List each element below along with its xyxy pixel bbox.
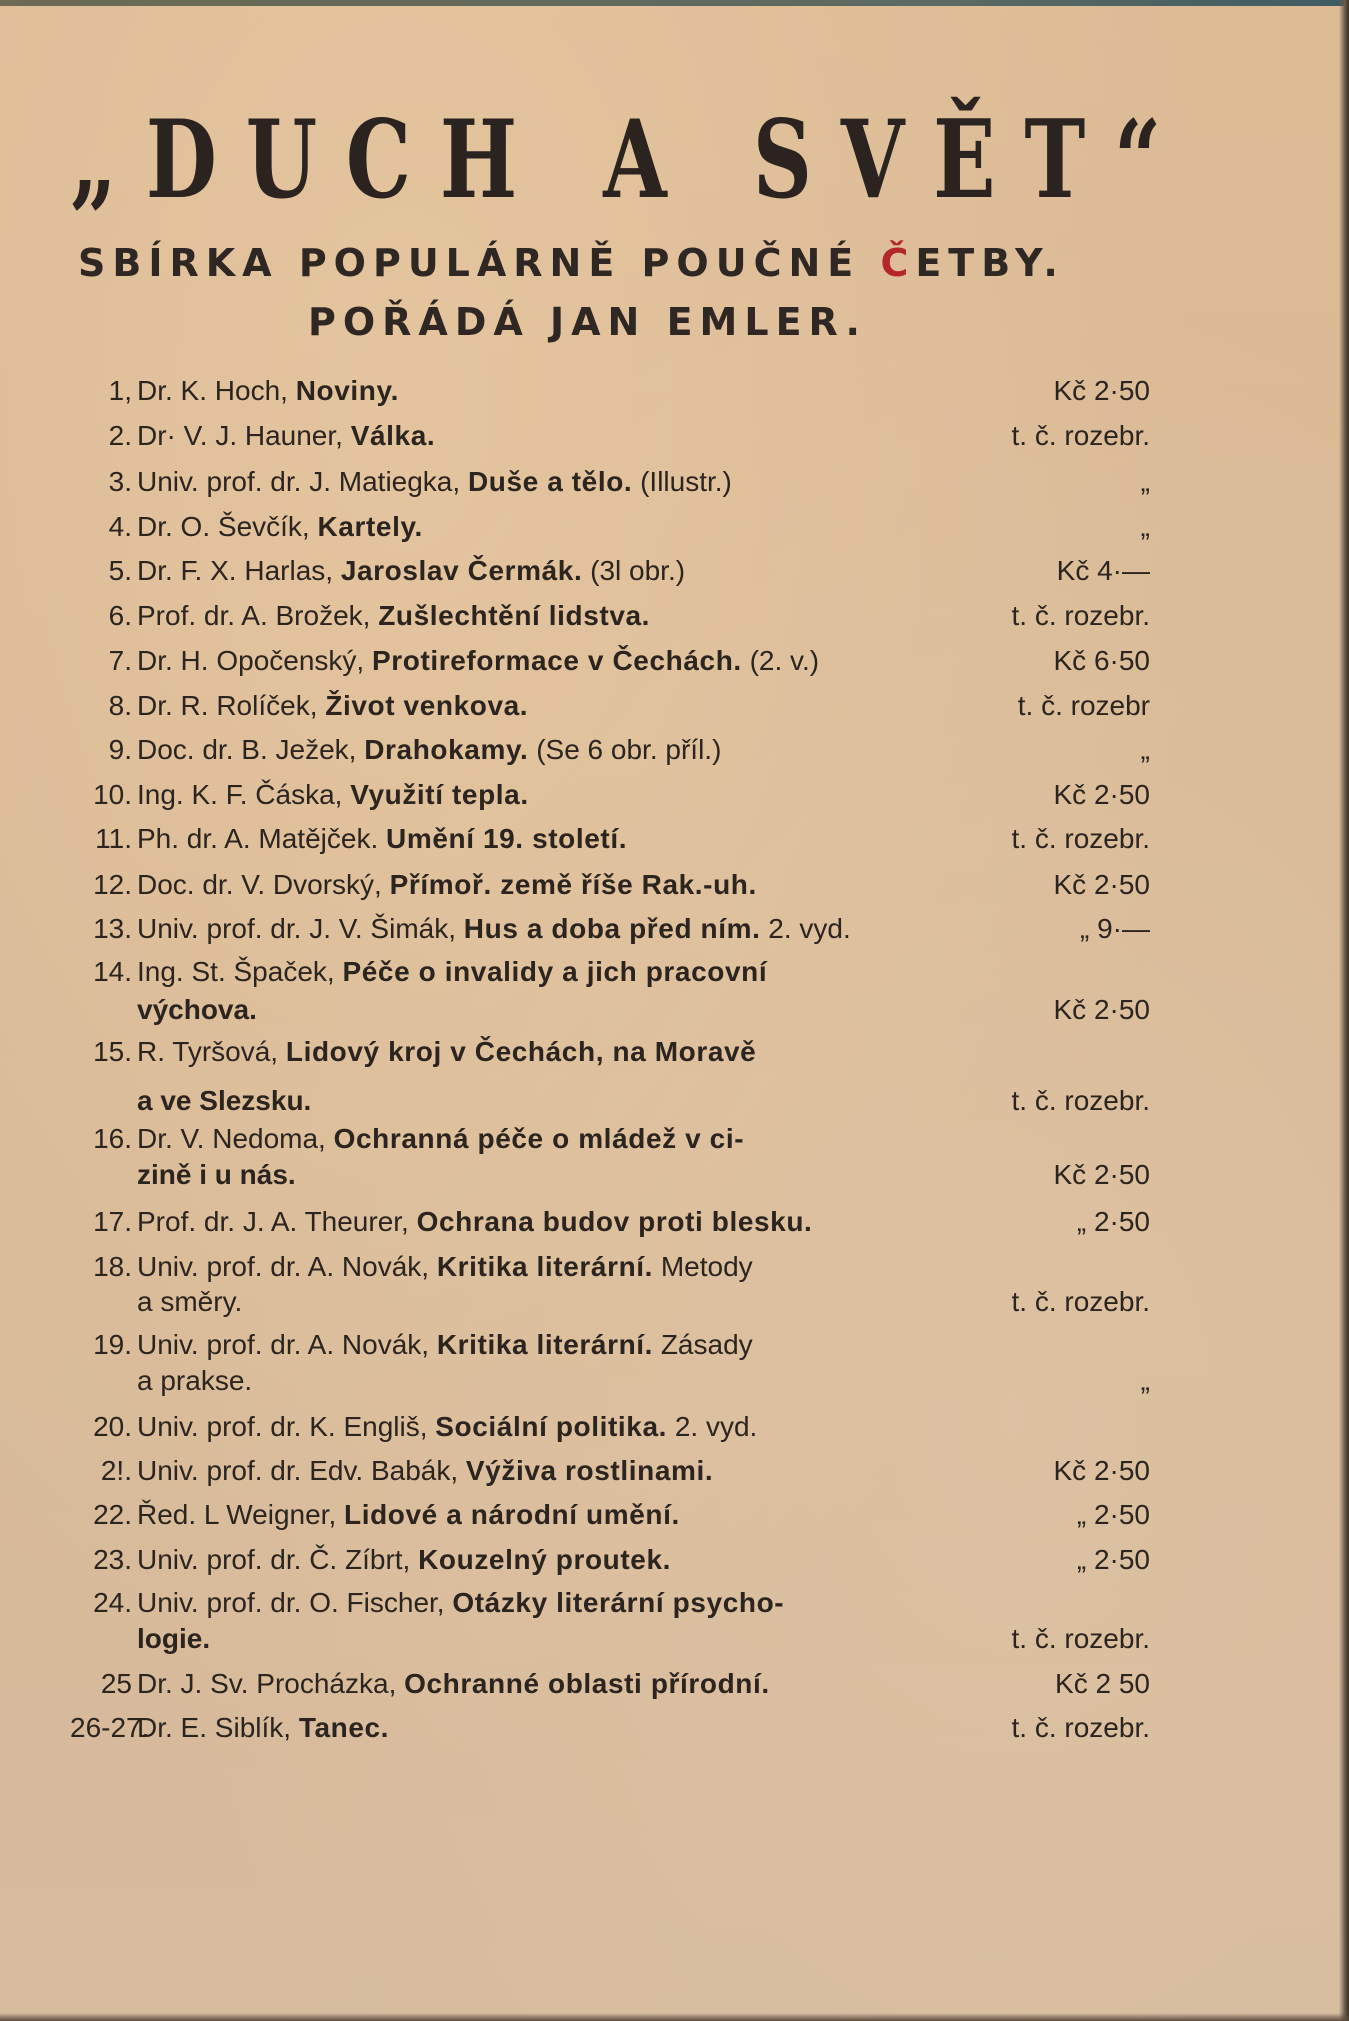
entry-price: t. č. rozebr. xyxy=(1011,1085,1150,1116)
entry-note: Metody xyxy=(660,1251,753,1282)
entry-number: 9. xyxy=(108,734,132,765)
entry-title: Tanec. xyxy=(298,1712,390,1743)
entry-price: „ xyxy=(1140,734,1150,765)
entry-text xyxy=(137,1033,756,1071)
list-item xyxy=(70,731,1150,769)
entry-price: Kč 2·50 xyxy=(1053,1159,1150,1190)
entry-title: Péče o invalidy a jich pracovní xyxy=(342,956,768,987)
entry-text xyxy=(137,642,819,680)
entry-continuation: a směry. xyxy=(137,1286,243,1317)
entry-text xyxy=(137,1248,753,1286)
list-item xyxy=(70,1033,1150,1071)
entry-continuation: výchova. xyxy=(137,994,257,1025)
entry-number: 13. xyxy=(93,913,132,944)
list-item xyxy=(70,508,1150,546)
list-item-continuation xyxy=(70,1156,1150,1194)
entry-price: „ 9·— xyxy=(1080,913,1150,944)
entry-author: Univ. prof. dr. A. Novák, xyxy=(137,1251,430,1282)
list-item xyxy=(70,1452,1150,1490)
entry-continuation: zině i u nás. xyxy=(137,1159,296,1190)
entry-note: Zásady xyxy=(660,1329,753,1360)
entry-note: (3l obr.) xyxy=(590,555,686,586)
entry-author: Doc. dr. B. Ježek, xyxy=(137,734,357,765)
title-text: DUCH A SVĚT xyxy=(145,97,1115,223)
entry-number: 11. xyxy=(95,823,132,854)
entry-title: Lidové a národní umění. xyxy=(344,1499,680,1530)
entry-author: Dr. K. Hoch, xyxy=(137,375,288,406)
entry-text xyxy=(137,372,399,410)
entry-author: Dr. R. Rolíček, xyxy=(137,690,318,721)
entry-title: Protireformace v Čechách. xyxy=(371,645,742,676)
list-item-continuation xyxy=(70,1082,1150,1120)
entry-author: Univ. prof. dr. J. Matiegka, xyxy=(137,466,461,497)
entry-number: 19. xyxy=(93,1329,132,1360)
entry-number: 3. xyxy=(108,466,132,497)
entry-price: Kč 2·50 xyxy=(1053,779,1150,810)
entry-text xyxy=(137,463,732,501)
entry-text xyxy=(137,687,528,725)
entry-price: „ xyxy=(1140,511,1150,542)
list-item xyxy=(70,1665,1150,1703)
list-item xyxy=(70,1248,1150,1286)
entry-author: R. Tyršová, xyxy=(137,1036,279,1067)
title-close-quote: “ xyxy=(1114,97,1190,223)
entry-text xyxy=(137,820,627,858)
entry-text xyxy=(137,731,721,769)
entry-price: „ 2·50 xyxy=(1076,1206,1150,1237)
entry-author: Prof. dr. A. Brožek, xyxy=(137,600,371,631)
list-item xyxy=(70,1408,1150,1446)
list-item xyxy=(70,463,1150,501)
entry-continuation: a ve Slezsku. xyxy=(137,1085,312,1116)
entry-title: Ochrana budov proti blesku. xyxy=(416,1206,813,1237)
entry-price: „ 2·50 xyxy=(1076,1499,1150,1530)
entry-text xyxy=(137,910,851,948)
entry-text xyxy=(137,1203,812,1241)
entry-price: t. č. rozebr. xyxy=(1011,420,1150,451)
entry-title: Zušlechtění lidstva. xyxy=(378,600,651,631)
entry-author: Doc. dr. V. Dvorský, xyxy=(137,869,382,900)
list-item xyxy=(70,642,1150,680)
entry-title: Ochranná péče o mládež v ci- xyxy=(333,1123,745,1154)
entry-price: t. č. rozebr. xyxy=(1011,600,1150,631)
entry-text xyxy=(137,1326,753,1364)
entry-author: Dr. E. Siblík, xyxy=(137,1712,292,1743)
entry-note: 2. vyd. xyxy=(768,913,851,944)
entry-author: Dr. J. Sv. Procházka, xyxy=(137,1668,397,1699)
entry-number: 17. xyxy=(93,1206,132,1237)
list-item xyxy=(70,866,1150,904)
series-editor: POŘÁDÁ JAN EMLER. xyxy=(308,300,867,344)
list-item-continuation xyxy=(70,1283,1150,1321)
entry-text xyxy=(137,1541,671,1579)
list-item xyxy=(70,776,1150,814)
list-item xyxy=(70,1203,1150,1241)
entry-price: Kč 6·50 xyxy=(1053,645,1150,676)
entry-price: Kč 2 50 xyxy=(1055,1668,1150,1699)
entry-price: Kč 4·— xyxy=(1056,555,1150,586)
list-item xyxy=(70,910,1150,948)
list-item xyxy=(70,1120,1150,1158)
list-item-continuation xyxy=(70,991,1150,1029)
entry-number: 16. xyxy=(93,1123,132,1154)
entry-title: Kritika literární. xyxy=(436,1251,654,1282)
entry-price: Kč 2·50 xyxy=(1053,994,1150,1025)
entry-continuation: logie. xyxy=(137,1623,211,1654)
entry-price: Kč 2·50 xyxy=(1053,1455,1150,1486)
entry-title: Lidový kroj v Čechách, na Moravě xyxy=(285,1036,757,1067)
entry-title: Kritika literární. xyxy=(436,1329,654,1360)
entry-author: Univ. prof. dr. J. V. Šimák, xyxy=(137,913,457,944)
entry-author: Dr. H. Opočenský, xyxy=(137,645,365,676)
entry-continuation: a prakse. xyxy=(137,1365,253,1396)
entry-title: Přímoř. země říše Rak.-uh. xyxy=(389,869,757,900)
entry-number: 24. xyxy=(93,1587,132,1618)
entry-price: t. č. rozebr. xyxy=(1011,1286,1150,1317)
entry-author: Ing. St. Špaček, xyxy=(137,956,335,987)
entry-title: Drahokamy. xyxy=(364,734,529,765)
entry-number: 26-27. xyxy=(70,1712,150,1743)
entry-author: Univ. prof. dr. Edv. Babák, xyxy=(137,1455,459,1486)
entry-text xyxy=(137,866,757,904)
list-item xyxy=(70,417,1150,455)
list-item xyxy=(70,1709,1150,1747)
entry-note: (Se 6 obr. příl.) xyxy=(536,734,722,765)
subtitle-part-2: ETBY. xyxy=(915,241,1065,285)
entry-price: t. č. rozebr xyxy=(1017,690,1150,721)
entry-title: Výživa rostlinami. xyxy=(465,1455,714,1486)
entry-author: Dr· V. J. Hauner, xyxy=(137,420,343,451)
list-item xyxy=(70,597,1150,635)
entry-number: 4. xyxy=(108,511,132,542)
entry-title: Život venkova. xyxy=(325,690,529,721)
entry-number: 23. xyxy=(93,1544,132,1575)
entry-author: Řed. L Weigner, xyxy=(137,1499,337,1530)
entry-text xyxy=(137,508,423,546)
entry-author: Prof. dr. J. A. Theurer, xyxy=(137,1206,409,1237)
entry-price: Kč 2·50 xyxy=(1053,375,1150,406)
entry-title: Duše a tělo. xyxy=(467,466,633,497)
list-item xyxy=(70,820,1150,858)
entry-number: 14. xyxy=(93,956,132,987)
entry-title: Noviny. xyxy=(295,375,399,406)
list-item xyxy=(70,1541,1150,1579)
entry-author: Dr. O. Ševčík, xyxy=(137,511,310,542)
entry-title: Jaroslav Čermák. xyxy=(340,555,583,586)
entry-number: 1, xyxy=(108,375,132,406)
entry-text xyxy=(137,1408,757,1446)
title-open-quote: „ xyxy=(70,97,146,223)
entry-title: Kartely. xyxy=(317,511,423,542)
entry-number: 15. xyxy=(93,1036,132,1067)
entry-number: 12. xyxy=(93,869,132,900)
list-item xyxy=(70,1496,1150,1534)
entry-number: 7. xyxy=(108,645,132,676)
entry-number: 20. xyxy=(93,1411,132,1442)
list-item xyxy=(70,1584,1150,1622)
entry-note: 2. vyd. xyxy=(674,1411,758,1442)
entry-text xyxy=(137,1584,784,1622)
subtitle-red-letter: Č xyxy=(880,241,916,285)
entry-text xyxy=(137,1120,744,1158)
entry-number: 2!. xyxy=(100,1455,132,1486)
entry-title: Otázky literární psycho- xyxy=(452,1587,785,1618)
entry-title: Umění 19. století. xyxy=(386,823,628,854)
entry-title: Ochranné oblasti přírodní. xyxy=(404,1668,770,1699)
entry-title: Válka. xyxy=(350,420,436,451)
entry-author: Univ. prof. dr. A. Novák, xyxy=(137,1329,430,1360)
entry-author: Dr. F. X. Harlas, xyxy=(137,555,334,586)
entry-price: „ 2·50 xyxy=(1076,1544,1150,1575)
entry-text xyxy=(137,1665,770,1703)
entry-text xyxy=(137,776,529,814)
entry-author: Ph. dr. A. Matějček. xyxy=(137,823,379,854)
entry-text xyxy=(137,597,650,635)
entry-text xyxy=(137,417,435,455)
entry-price: „ xyxy=(1140,1365,1150,1396)
entry-title: Kouzelný proutek. xyxy=(418,1544,671,1575)
entry-note: (Illustr.) xyxy=(640,466,732,497)
entry-author: Univ. prof. dr. O. Fischer, xyxy=(137,1587,445,1618)
entry-number: 22. xyxy=(93,1499,132,1530)
entry-title: Sociální politika. xyxy=(435,1411,668,1442)
list-item xyxy=(70,372,1150,410)
entry-note: (2. v.) xyxy=(749,645,820,676)
list-item xyxy=(70,1326,1150,1364)
entry-number: 2. xyxy=(108,420,132,451)
list-item-continuation xyxy=(70,1362,1150,1400)
entry-price: „ xyxy=(1140,466,1150,497)
entry-text xyxy=(137,552,685,590)
entry-author: Univ. prof. dr. K. Engliš, xyxy=(137,1411,428,1442)
entry-number: 5. xyxy=(108,555,132,586)
entry-author: Ing. K. F. Čáska, xyxy=(137,779,343,810)
entry-title: Hus a doba před ním. xyxy=(463,913,761,944)
list-item xyxy=(70,552,1150,590)
entry-number: 6. xyxy=(108,600,132,631)
entry-price: t. č. rozebr. xyxy=(1011,823,1150,854)
entry-author: Dr. V. Nedoma, xyxy=(137,1123,326,1154)
entry-author: Univ. prof. dr. Č. Zíbrt, xyxy=(137,1544,411,1575)
entry-text xyxy=(137,1709,389,1747)
entry-price: t. č. rozebr. xyxy=(1011,1712,1150,1743)
entry-number: 8. xyxy=(108,690,132,721)
entry-text xyxy=(137,1452,713,1490)
subtitle-part-1: SBÍRKA POPULÁRNĚ POUČNÉ xyxy=(78,241,881,285)
list-item-continuation xyxy=(70,1620,1150,1658)
list-item xyxy=(70,687,1150,725)
entry-price: t. č. rozebr. xyxy=(1011,1623,1150,1654)
entry-text xyxy=(137,953,767,991)
list-item xyxy=(70,953,1150,991)
entry-number: 25 xyxy=(100,1668,132,1699)
entry-text xyxy=(137,1496,680,1534)
entry-price: Kč 2·50 xyxy=(1053,869,1150,900)
entry-title: Využití tepla. xyxy=(350,779,529,810)
entry-number: 18. xyxy=(93,1251,132,1282)
entry-number: 10. xyxy=(93,779,132,810)
